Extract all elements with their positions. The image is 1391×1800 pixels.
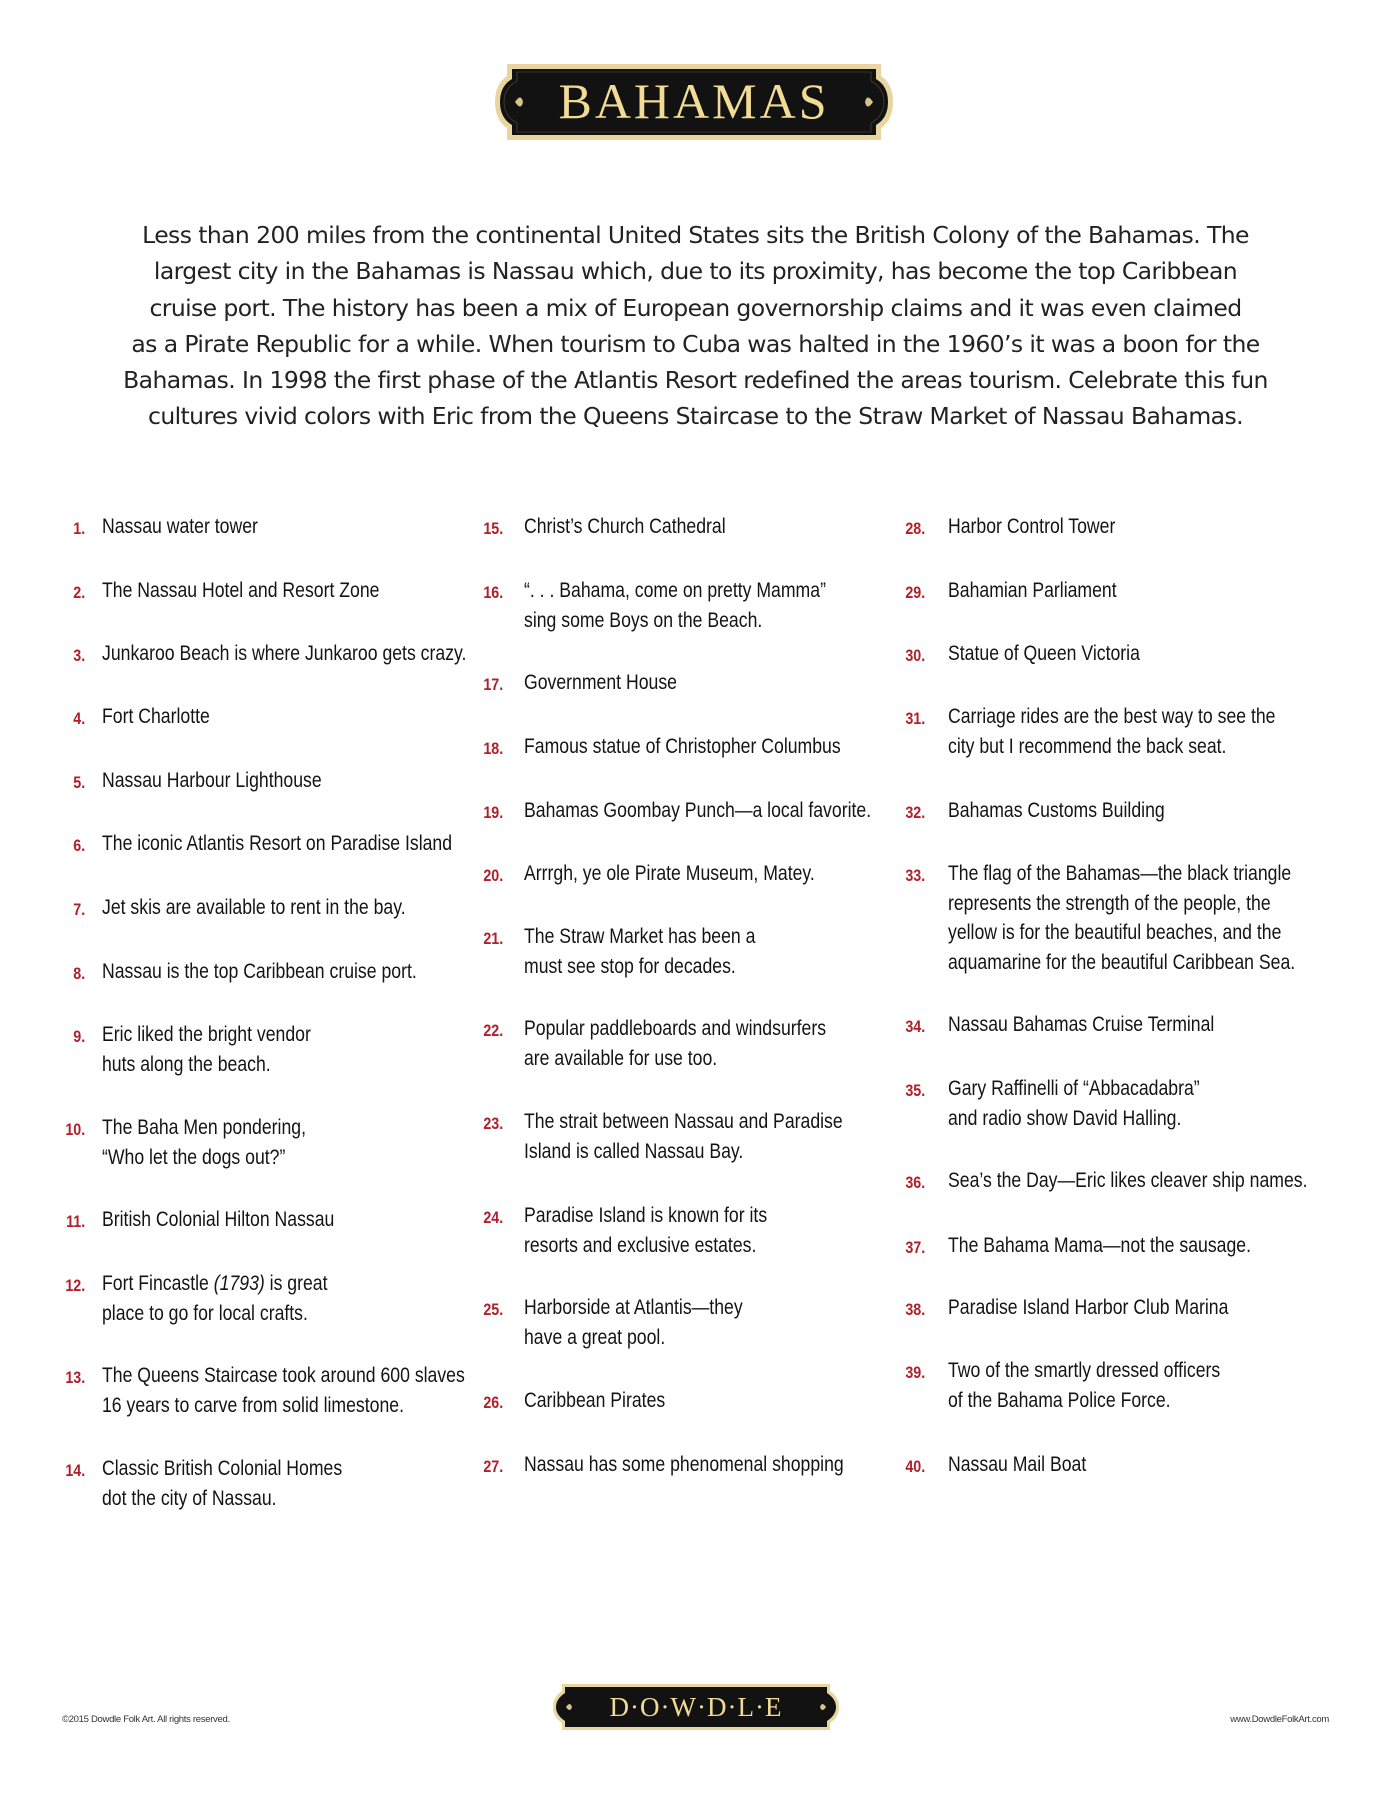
key-item-line: Bahamas Customs Building [948, 799, 1165, 822]
key-item-text [524, 512, 726, 542]
key-item-number: 23. [483, 1114, 504, 1133]
key-item-line: Caribbean Pirates [524, 1389, 666, 1412]
key-item-line: huts along the beach. [102, 1052, 271, 1076]
dowdle-plaque [552, 1683, 840, 1731]
key-item-number: 6. [73, 836, 86, 855]
key-item [73, 512, 258, 542]
key-item-line: The Nassau Hotel and Resort Zone [102, 579, 380, 602]
key-item [73, 957, 417, 987]
key-item-line: Statue of Queen Victoria [948, 642, 1140, 665]
key-item-line: Sea’s the Day—Eric likes cleaver ship names. [948, 1169, 1308, 1192]
key-item-number: 30. [905, 646, 926, 665]
key-item-number: 29. [905, 583, 926, 602]
key-item-line: Island is called Nassau Bay. [524, 1139, 744, 1163]
key-item-text [524, 1386, 665, 1416]
key-item-text [524, 732, 841, 762]
key-item [483, 859, 815, 889]
key-item-line: must see stop for decades. [524, 954, 736, 978]
key-item [905, 796, 1165, 826]
intro-line: as a Pirate Republic for a while. When tourism to Cuba was halted in the 1960’s it was a boon for the [131, 329, 1260, 358]
intro-line: Bahamas. In 1998 the first phase of the Atlantis Resort redefined the areas tourism. Celebrate this fun [123, 366, 1268, 395]
key-item-line: are available for use too. [524, 1046, 718, 1070]
key-item-number: 19. [483, 803, 504, 822]
key-item-number: 5. [73, 773, 86, 792]
key-item-line: The Baha Men pondering, [102, 1116, 306, 1139]
key-item [905, 512, 1116, 542]
key-item [483, 796, 872, 826]
key-item-number: 7. [73, 900, 86, 919]
key-item-text [524, 859, 815, 889]
key-item-line: Bahamian Parliament [948, 579, 1117, 602]
intro-line: cruise port. The history has been a mix of European governorship claims and it was even claimed [149, 293, 1242, 322]
key-item-text [102, 1269, 328, 1328]
key-item [65, 1269, 328, 1328]
key-item-number: 40. [905, 1457, 926, 1476]
key-item-text [102, 512, 258, 542]
key-item-line: Classic British Colonial Homes [102, 1457, 343, 1480]
key-item-text [948, 1010, 1214, 1040]
key-item-number: 15. [483, 519, 504, 538]
key-item [483, 732, 841, 762]
key-item-number: 33. [905, 866, 926, 885]
key-item-line: The iconic Atlantis Resort on Paradise Island [102, 832, 453, 855]
key-item-line: “Who let the dogs out?” [102, 1145, 286, 1169]
key-item-number: 25. [483, 1300, 504, 1319]
key-item-line-end: is great [264, 1272, 328, 1295]
key-item-text [102, 1454, 342, 1513]
key-item-text [948, 1166, 1307, 1196]
key-item [905, 859, 1296, 977]
key-item-line: and radio show David Halling. [948, 1106, 1182, 1130]
key-item-text [102, 576, 379, 606]
key-item-line: yellow is for the beautiful beaches, and the [948, 921, 1282, 944]
key-item-text [102, 957, 417, 987]
key-item-line: Eric liked the bright vendor [102, 1023, 311, 1046]
key-item-line: Gary Raffinelli of “Abbacadabra” [948, 1077, 1200, 1100]
key-item-line: Nassau has some phenomenal shopping [524, 1453, 844, 1476]
website-url: www.DowdleFolkArt.com [1230, 1714, 1329, 1725]
key-item-number: 28. [905, 519, 926, 538]
key-item [483, 1201, 768, 1260]
key-item-number: 37. [905, 1238, 926, 1257]
key-item-line [102, 1269, 328, 1299]
key-item [73, 1020, 311, 1079]
key-item-number: 34. [905, 1017, 926, 1036]
key-item-line: Harborside at Atlantis—they [524, 1296, 743, 1319]
key-item-number: 11. [66, 1212, 86, 1231]
key-item-text [948, 702, 1275, 761]
key-item-number: 10. [65, 1120, 86, 1139]
key-item-text [948, 1074, 1200, 1133]
key-item [905, 1074, 1200, 1133]
key-item-line: British Colonial Hilton Nassau [102, 1208, 335, 1231]
key-item-line: Nassau water tower [102, 515, 258, 538]
key-item-line: Carriage rides are the best way to see the [948, 705, 1276, 728]
title-logo-text: BAHAMAS [558, 73, 830, 129]
key-item-text [948, 859, 1295, 977]
key-item-line: city but I recommend the back seat. [948, 734, 1227, 758]
key-item-text [948, 639, 1140, 669]
key-item-number: 21. [483, 929, 504, 948]
key-item-text [102, 639, 466, 669]
key-item-text [524, 1450, 844, 1480]
intro-line: largest city in the Bahamas is Nassau which, due to its proximity, has become the top Caribbean [153, 257, 1238, 286]
key-item-number: 12. [65, 1276, 86, 1295]
key-item [483, 668, 677, 698]
key-item [905, 1450, 1087, 1480]
key-item-number: 31. [905, 709, 926, 728]
key-item-line: The Straw Market has been a [524, 925, 756, 948]
key-item-text [948, 796, 1165, 826]
key-item-line: 16 years to carve from solid limestone. [102, 1393, 404, 1417]
key-item-number: 13. [65, 1368, 86, 1387]
key-item [905, 1231, 1251, 1261]
key-item-text [524, 668, 677, 698]
key-item-line: Government House [524, 671, 677, 694]
key-item-text [102, 829, 452, 859]
key-item-line: Paradise Island Harbor Club Marina [948, 1296, 1229, 1319]
key-item-line: Harbor Control Tower [948, 515, 1116, 538]
key-item-text [102, 1113, 306, 1172]
key-item-number: 18. [483, 739, 504, 758]
key-item-line: Nassau Harbour Lighthouse [102, 769, 322, 792]
key-item-line: Nassau Mail Boat [948, 1453, 1087, 1476]
intro-paragraph [110, 217, 1281, 435]
key-item-text [948, 1231, 1251, 1261]
key-item-text [948, 576, 1117, 606]
key-item [483, 922, 756, 981]
key-item-number: 36. [905, 1173, 926, 1192]
key-item [65, 1361, 465, 1420]
key-item-line: Junkaroo Beach is where Junkaroo gets crazy. [102, 642, 467, 665]
key-item-line: The flag of the Bahamas—the black triangle [948, 862, 1292, 885]
key-item-line: The strait between Nassau and Paradise [524, 1110, 843, 1133]
key-item-line: Christ’s Church Cathedral [524, 515, 726, 538]
key-item [65, 1113, 306, 1172]
key-item [905, 1356, 1221, 1415]
key-item-text [524, 1201, 767, 1260]
key-item-number: 4. [73, 709, 86, 728]
key-item-number: 38. [905, 1300, 926, 1319]
key-item [73, 893, 406, 923]
key-item [905, 639, 1140, 669]
key-item-line: have a great pool. [524, 1325, 666, 1349]
key-item-text [948, 1356, 1220, 1415]
key-item [905, 1293, 1229, 1323]
key-item-line: Nassau is the top Caribbean cruise port. [102, 960, 417, 983]
key-item-line: Bahamas Goombay Punch—a local favorite. [524, 799, 872, 822]
key-item [73, 829, 453, 859]
key-item-number: 16. [483, 583, 504, 602]
title-plaque [493, 62, 895, 142]
key-item-line: Famous statue of Christopher Columbus [524, 735, 841, 758]
key-item-text [524, 922, 755, 981]
key-item-line: Two of the smartly dressed officers [948, 1359, 1221, 1382]
key-item-number: 22. [483, 1021, 504, 1040]
key-item-line: The Queens Staircase took around 600 slaves [102, 1364, 465, 1387]
key-item-text [948, 1293, 1228, 1323]
key-item-number: 2. [73, 583, 86, 602]
key-item-number: 14. [65, 1461, 86, 1480]
key-item [483, 1450, 844, 1480]
key-item-number: 32. [905, 803, 926, 822]
key-item-line: “. . . Bahama, come on pretty Mamma” [524, 579, 826, 602]
key-item-line: Nassau Bahamas Cruise Terminal [948, 1013, 1215, 1036]
key-item-number: 39. [905, 1363, 926, 1382]
key-item-text [948, 1450, 1086, 1480]
key-item [66, 1205, 335, 1235]
key-item-text [102, 702, 210, 732]
key-item [73, 702, 210, 732]
key-item-number: 35. [905, 1081, 926, 1100]
key-item-line: sing some Boys on the Beach. [524, 608, 763, 632]
key-item-number: 20. [483, 866, 504, 885]
key-item-text [102, 893, 406, 923]
key-item-number: 8. [73, 964, 86, 983]
key-item-text [102, 1205, 334, 1235]
key-item [483, 1293, 743, 1352]
key-item-text [524, 1014, 826, 1073]
key-item [73, 766, 322, 796]
key-item-line: of the Bahama Police Force. [948, 1388, 1171, 1412]
key-item-text [524, 1293, 743, 1352]
key-item [73, 639, 467, 669]
key-item-line: Popular paddleboards and windsurfers [524, 1017, 827, 1040]
key-item-line: place to go for local crafts. [102, 1301, 308, 1325]
key-item-number: 3. [73, 646, 86, 665]
key-item-line: Jet skis are available to rent in the bay. [102, 896, 406, 919]
key-item-text [102, 1020, 311, 1079]
dowdle-logo-text: D·O·W·D·L·E [609, 1692, 783, 1722]
key-item-line: Fort Charlotte [102, 705, 210, 728]
key-item-number: 17. [483, 675, 504, 694]
key-item-line-start: Fort Fincastle [102, 1272, 214, 1295]
key-item-line: aquamarine for the beautiful Caribbean Sea. [948, 950, 1296, 974]
key-item [905, 702, 1276, 761]
key-item [65, 1454, 343, 1513]
key-item-text [524, 796, 871, 826]
key-item-number: 24. [483, 1208, 504, 1227]
key-item [73, 576, 380, 606]
key-item [483, 576, 826, 635]
key-item [905, 1010, 1215, 1040]
key-item-text [524, 1107, 843, 1166]
key-item-text [524, 576, 826, 635]
key-item [905, 576, 1117, 606]
key-item-number: 9. [73, 1027, 86, 1046]
key-item-line: dot the city of Nassau. [102, 1486, 277, 1510]
key-item [483, 1386, 666, 1416]
intro-line: Less than 200 miles from the continental United States sits the British Colony of the Bahamas. The [142, 221, 1249, 249]
key-item-number: 1. [73, 519, 86, 538]
key-item-text [948, 512, 1115, 542]
key-item [483, 1014, 827, 1073]
key-item-number: 27. [483, 1457, 504, 1476]
key-item-text [102, 1361, 465, 1420]
key-item-line: The Bahama Mama—not the sausage. [948, 1234, 1251, 1257]
key-item [483, 512, 726, 542]
dowdle-logo [552, 1683, 840, 1731]
key-item [483, 1107, 843, 1166]
key-item-line: Paradise Island is known for its [524, 1204, 768, 1227]
key-item-line: resorts and exclusive estates. [524, 1233, 757, 1257]
intro-line: cultures vivid colors with Eric from the Queens Staircase to the Straw Market of Nassau Bahamas. [148, 402, 1243, 431]
key-item [905, 1166, 1308, 1196]
key-item-text [102, 766, 322, 796]
key-item-line: represents the strength of the people, the [948, 891, 1271, 915]
key-item-year: (1793) [213, 1272, 265, 1295]
bahamas-title-logo [493, 62, 895, 142]
key-item-number: 26. [483, 1393, 504, 1412]
key-item-line: Arrrgh, ye ole Pirate Museum, Matey. [524, 862, 815, 885]
copyright-notice: ©2015 Dowdle Folk Art. All rights reserved. [62, 1714, 230, 1725]
